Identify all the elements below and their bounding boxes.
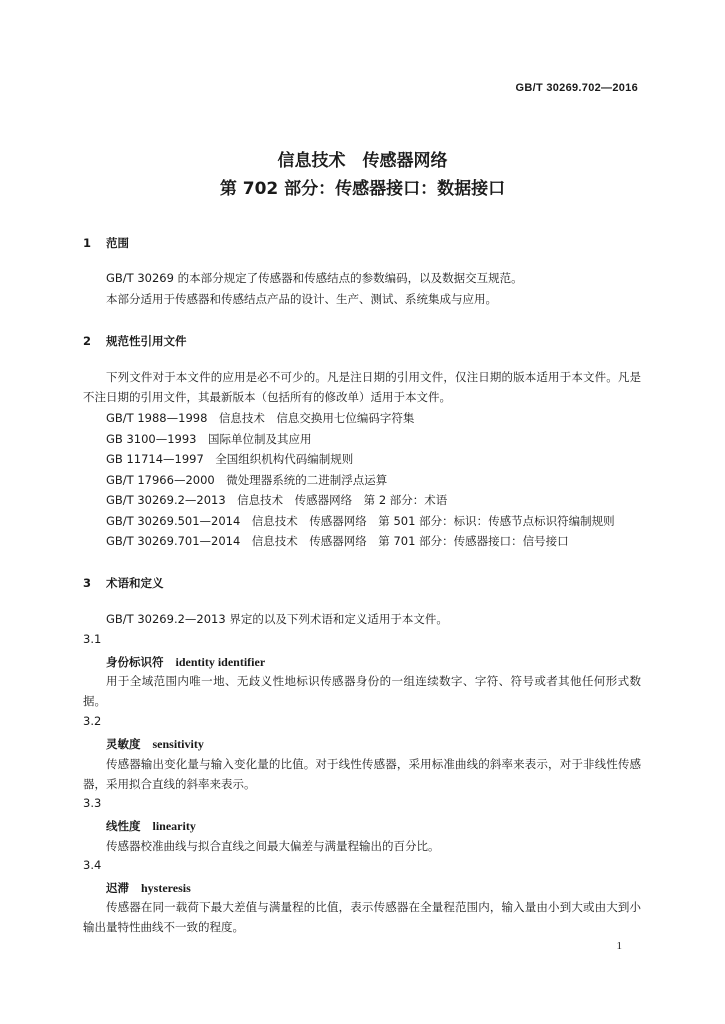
section-title: 规范性引用文件: [106, 334, 187, 348]
term-number: 3.1: [83, 632, 102, 646]
term-zh: 灵敏度: [106, 737, 141, 751]
reference-item: GB/T 30269.2—2013 信息技术 传感器网络 第 2 部分：术语: [106, 493, 448, 507]
term-definition: 传感器校准曲线与拟合直线之间最大偏差与满量程输出的百分比。: [106, 839, 440, 853]
reference-item: GB 11714—1997 全国组织机构代码编制规则: [106, 452, 354, 466]
section-2-heading: [83, 333, 187, 349]
term-heading: [106, 818, 196, 834]
standard-code: GB/T 30269.702—2016: [515, 82, 638, 94]
terms-intro: GB/T 30269.2—2013 界定的以及下列术语和定义适用于本文件。: [106, 612, 448, 626]
term-definition: 传感器输出变化量与输入变化量的比值。对于线性传感器，采用标准曲线的斜率来表示，对于非线性传感器，采用拟合直线的斜率来表示。: [83, 757, 641, 791]
term-number: 3.2: [83, 714, 102, 728]
reference-item: GB/T 30269.701—2014 信息技术 传感器网络 第 701 部分：传感器接口：信号接口: [106, 534, 569, 548]
normative-references-intro: 下列文件对于本文件的应用是必不可少的。凡是注日期的引用文件，仅注日期的版本适用于本文件。凡是不注日期的引用文件，其最新版本（包括所有的修改单）适用于本文件。: [83, 370, 641, 404]
term-heading: [106, 736, 204, 752]
reference-item: GB/T 1988—1998 信息技术 信息交换用七位编码字符集: [106, 411, 415, 425]
term-number: 3.4: [83, 858, 102, 872]
section-3-heading: [83, 575, 164, 591]
reference-item: GB/T 17966—2000 微处理器系统的二进制浮点运算: [106, 473, 388, 487]
scope-paragraph-2: 本部分适用于传感器和传感结点产品的设计、生产、测试、系统集成与应用。: [106, 292, 497, 306]
page-number: 1: [616, 940, 622, 952]
term-heading: [106, 654, 265, 670]
term-heading: [106, 880, 191, 896]
section-number: 2: [83, 334, 92, 348]
section-1-heading: [83, 235, 129, 251]
section-title: 范围: [106, 236, 129, 250]
section-number: 3: [83, 576, 92, 590]
term-en: identity identifier: [175, 655, 266, 669]
section-number: 1: [83, 236, 92, 250]
section-title: 术语和定义: [106, 576, 164, 590]
reference-item: GB/T 30269.501—2014 信息技术 传感器网络 第 501 部分：标识：传感节点标识符编制规则: [106, 514, 615, 528]
reference-item: GB 3100—1993 国际单位制及其应用: [106, 432, 312, 446]
term-definition: 传感器在同一载荷下最大差值与满量程的比值，表示传感器在全量程范围内，输入量由小到大或由大到小输出量特性曲线不一致的程度。: [83, 900, 641, 934]
term-zh: 身份标识符: [106, 655, 164, 669]
document-title-line1: 信息技术 传感器网络: [277, 151, 448, 171]
term-zh: 线性度: [106, 819, 141, 833]
document-title-line2: 第 702 部分：传感器接口：数据接口: [219, 179, 506, 199]
scope-paragraph-1: GB/T 30269 的本部分规定了传感器和传感结点的参数编码，以及数据交互规范。: [106, 271, 523, 285]
term-en: hysteresis: [141, 881, 191, 895]
term-definition: 用于全域范围内唯一地、无歧义性地标识传感器身份的一组连续数字、字符、符号或者其他任何形式数据。: [83, 674, 641, 708]
term-zh: 迟滞: [106, 881, 129, 895]
term-en: linearity: [152, 819, 196, 833]
term-number: 3.3: [83, 796, 102, 810]
term-en: sensitivity: [152, 737, 204, 751]
